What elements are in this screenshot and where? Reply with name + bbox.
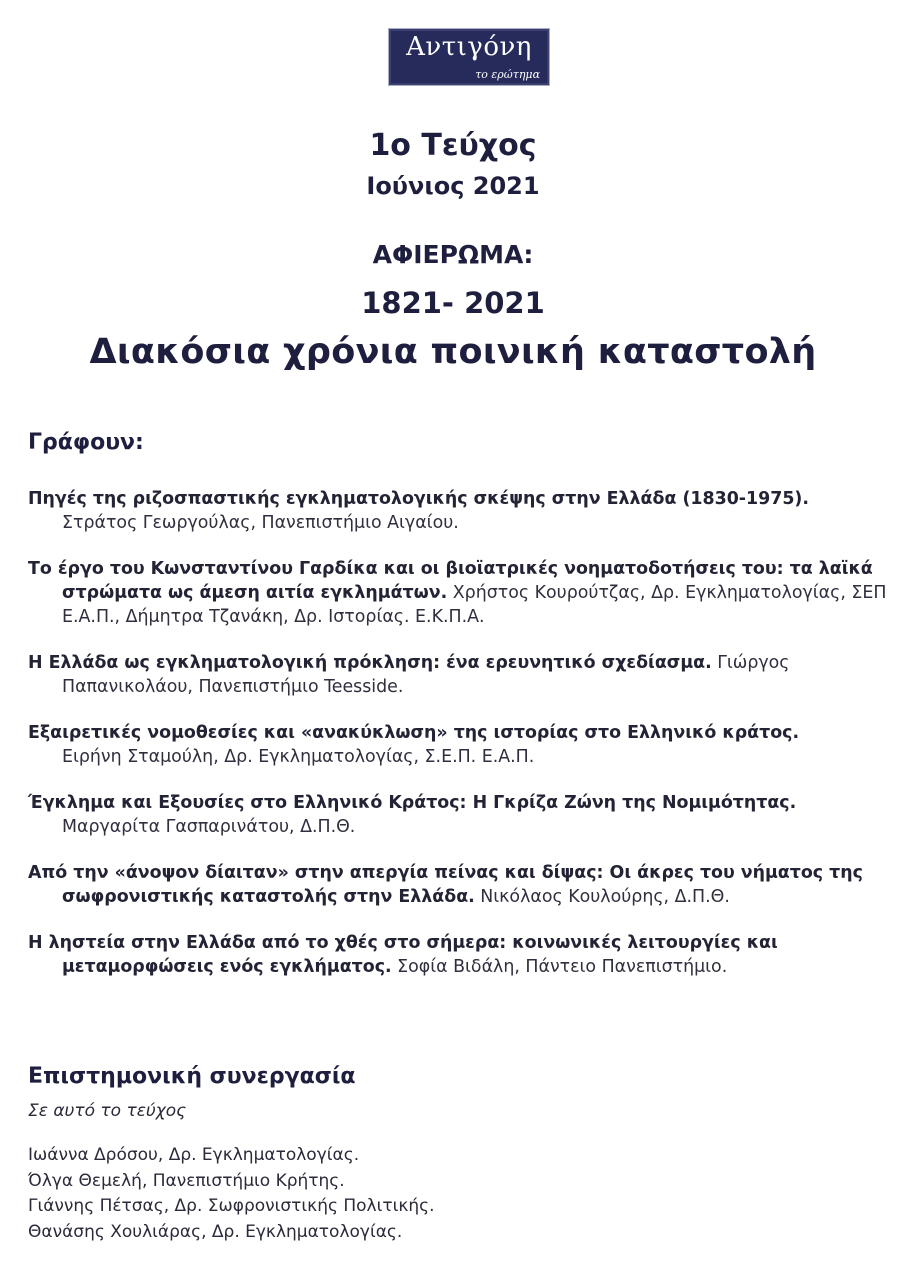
writers-heading: Γράφουν: (28, 430, 144, 455)
article-authors: Μαργαρίτα Γασπαρινάτου, Δ.Π.Θ. (62, 817, 356, 837)
article-item (28, 861, 888, 909)
article-title: Από την «άνοψον δίαιταν» στην απεργία πείνας και δίψας: Οι άκρες του νήματος της σωφρονιστικής καταστολής στην Ελλάδα. (28, 863, 863, 907)
contributor-item: Θανάσης Χουλιάρας, Δρ. Εγκληματολογίας. (28, 1221, 403, 1242)
main-title: Διακόσια χρόνια ποινική καταστολή (89, 332, 817, 372)
contributor-item: Γιάννης Πέτσας, Δρ. Σωφρονιστικής Πολιτικής. (28, 1196, 435, 1216)
article-authors: Στράτος Γεωργούλας, Πανεπιστήμιο Αιγαίου. (62, 513, 459, 533)
article-title: Εξαιρετικές νομοθεσίες και «ανακύκλωση» της ιστορίας στο Ελληνικό κράτος. (28, 723, 800, 743)
article-title: Έγκλημα και Εξουσίες στο Ελληνικό Κράτος: Η Γκρίζα Ζώνη της Νομιμότητας. (28, 793, 797, 813)
dedication-years: 1821- 2021 (361, 286, 545, 320)
logo-badge (388, 28, 550, 86)
collaboration-intro: Σε αυτό το τεύχος (28, 1101, 187, 1121)
article-title: Η Ελλάδα ως εγκληματολογική πρόκληση: ένα ερευνητικό σχεδίασμα. (28, 653, 712, 673)
article-authors: Νικόλαος Κουλούρης, Δ.Π.Θ. (480, 887, 730, 907)
article-title: Η ληστεία στην Ελλάδα από το χθές στο σήμερα: κοινωνικές λειτουργίες και μεταμορφώσεις ενός εγκλήματος. (28, 933, 778, 977)
article-list (28, 487, 888, 1001)
contributor-item: Όλγα Θεμελή, Πανεπιστήμιο Κρήτης. (28, 1170, 345, 1191)
dedication-label: ΑΦΙΕΡΩΜΑ: (372, 240, 534, 269)
article-item (28, 651, 888, 699)
article-authors: Χρήστος Κουρούτζας, Δρ. Εγκληματολογίας, ΣΕΠ Ε.Α.Π., Δήμητρα Τζανάκη, Δρ. Ιστορίας. Ε.Κ.Π.Α. (62, 583, 887, 627)
article-title: Πηγές της ριζοσπαστικής εγκληματολογικής σκέψης στην Ελλάδα (1830-1975). (28, 489, 809, 509)
article-item (28, 487, 888, 535)
logo-title: Αντιγόνη (406, 32, 532, 62)
article-item (28, 557, 888, 629)
contributor-list (28, 1143, 435, 1245)
article-item (28, 791, 888, 839)
issue-number: 1ο Τεύχος (369, 128, 537, 163)
article-authors: Σοφία Βιδάλη, Πάντειο Πανεπιστήμιο. (397, 957, 728, 977)
article-authors: Ειρήνη Σταμούλη, Δρ. Εγκληματολογίας, Σ.Ε.Π. Ε.Α.Π. (62, 747, 535, 767)
logo-subtitle: το ερώτημα (475, 68, 540, 81)
article-item (28, 931, 888, 979)
article-item (28, 721, 888, 769)
contributor-item: Ιωάννα Δρόσου, Δρ. Εγκληματολογίας. (28, 1145, 360, 1165)
article-authors: Γιώργος Παπανικολάου, Πανεπιστήμιο Teesside. (62, 653, 790, 697)
article-title: Το έργο του Κωνσταντίνου Γαρδίκα και οι βιοϊατρικές νοηματοδοτήσεις του: τα λαϊκά στρώματα ως άμεση αιτία εγκλημάτων. (28, 559, 873, 603)
collaboration-heading: Επιστημονική συνεργασία (28, 1064, 356, 1089)
issue-date: Ιούνιος 2021 (366, 172, 540, 200)
